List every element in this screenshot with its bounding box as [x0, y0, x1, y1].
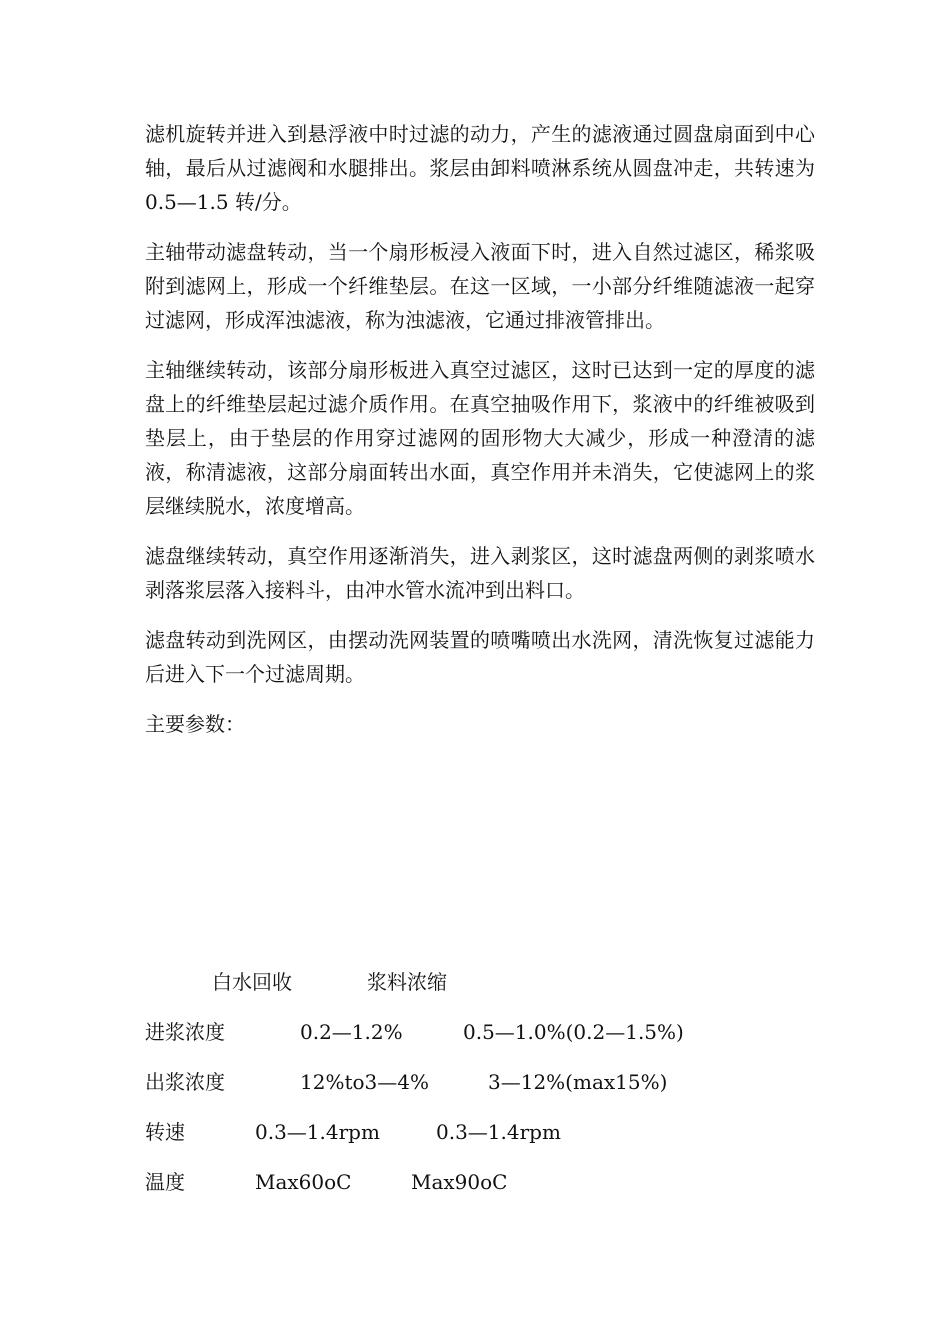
paragraph-vacuum-filtration: 主轴继续转动，该部分扇形板进入真空过滤区，这时已达到一定的厚度的滤盘上的纤维垫层起过滤介质作用。在真空抽吸作用下，浆液中的纤维被吸到垫层上，由于垫层的作用穿过滤网的固形物大大减少，形成一种澄清的滤液，称清滤液，这部分扇面转出水面，真空作用并未消失，它使滤网上的浆层继续脱水，浓度增高。 — [145, 358, 815, 518]
param-value-white-water: 12%to3—4% — [300, 1070, 429, 1094]
param-label: 进浆浓度 — [145, 1020, 225, 1044]
column-header-white-water: 白水回收 — [212, 970, 292, 994]
paragraph-stripping-zone: 滤盘继续转动，真空作用逐渐消失，进入剥浆区，这时滤盘两侧的剥浆喷水剥落浆层落入接料斗，由冲水管水流冲到出料口。 — [145, 544, 815, 602]
param-label: 转速 — [145, 1120, 185, 1144]
param-value-pulp-thickening: 3—12%(max15%) — [488, 1070, 668, 1094]
param-label: 出浆浓度 — [145, 1070, 225, 1094]
param-value-white-water: Max60oC — [255, 1170, 352, 1194]
param-value-pulp-thickening: Max90oC — [411, 1170, 508, 1194]
paragraph-wash-zone: 滤盘转动到洗网区，由摆动洗网装置的喷嘴喷出水洗网，清洗恢复过滤能力后进入下一个过滤周期。 — [145, 628, 815, 686]
param-label: 温度 — [145, 1170, 185, 1194]
params-heading: 主要参数： — [145, 712, 245, 736]
column-header-pulp-thickening: 浆料浓缩 — [367, 970, 447, 994]
param-value-pulp-thickening: 0.5—1.0%(0.2—1.5%) — [463, 1020, 684, 1044]
document-body — [145, 117, 815, 741]
param-value-white-water: 0.3—1.4rpm — [255, 1120, 380, 1144]
paragraph-filtration-drive: 滤机旋转并进入到悬浮液中时过滤的动力，产生的滤液通过圆盘扇面到中心轴，最后从过滤阀和水腿排出。浆层由卸料喷淋系统从圆盘冲走，共转速为 0.5—1.5 转/分。 — [145, 122, 815, 214]
paragraph-natural-filtration: 主轴带动滤盘转动，当一个扇形板浸入液面下时，进入自然过滤区，稀浆吸附到滤网上，形成一个纤维垫层。在这一区域，一小部分纤维随滤液一起穿过滤网，形成浑浊滤液，称为浊滤液，它通过排液管排出。 — [145, 240, 815, 332]
param-value-white-water: 0.2—1.2% — [300, 1020, 403, 1044]
param-value-pulp-thickening: 0.3—1.4rpm — [436, 1120, 561, 1144]
